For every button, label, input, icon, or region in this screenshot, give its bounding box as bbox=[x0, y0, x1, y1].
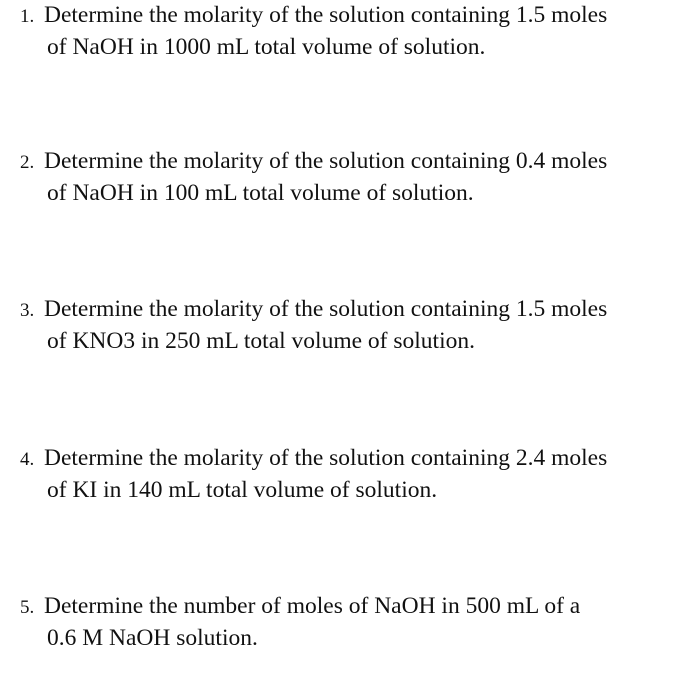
problem-5-text-line-2: 0.6 M NaOH solution. bbox=[47, 625, 258, 651]
problem-4 bbox=[20, 443, 665, 505]
problem-4-line-1 bbox=[20, 443, 665, 475]
problem-1-line-1 bbox=[20, 0, 665, 32]
problem-5-line-1 bbox=[20, 591, 665, 623]
problem-4-text-line-2: of KI in 140 mL total volume of solution. bbox=[47, 477, 438, 503]
problem-3-line-1 bbox=[20, 294, 665, 326]
problem-1-text-line-2: of NaOH in 1000 mL total volume of solution. bbox=[47, 34, 486, 60]
problem-2-line-1 bbox=[20, 146, 665, 178]
problem-2-text-line-2: of NaOH in 100 mL total volume of solution. bbox=[47, 180, 474, 206]
problem-3-text-line-2: of KNO3 in 250 mL total volume of solution. bbox=[47, 328, 475, 354]
problem-5 bbox=[20, 591, 665, 653]
problem-5-text-line-1: Determine the number of moles of NaOH in 500 mL of a bbox=[44, 593, 581, 619]
problem-1 bbox=[20, 0, 665, 62]
problem-4-number: 4. bbox=[20, 449, 35, 470]
problem-2 bbox=[20, 146, 665, 208]
problem-4-text-line-1: Determine the molarity of the solution containing 2.4 moles bbox=[44, 445, 608, 471]
problem-1-number: 1. bbox=[20, 6, 35, 27]
problem-2-text-line-1: Determine the molarity of the solution containing 0.4 moles bbox=[44, 148, 608, 174]
problem-1-text-line-1: Determine the molarity of the solution containing 1.5 moles bbox=[44, 2, 608, 28]
problem-3 bbox=[20, 294, 665, 356]
problem-3-text-line-1: Determine the molarity of the solution containing 1.5 moles bbox=[44, 296, 608, 322]
problem-5-number: 5. bbox=[20, 597, 35, 618]
problem-3-number: 3. bbox=[20, 300, 35, 321]
problem-2-number: 2. bbox=[20, 152, 35, 173]
